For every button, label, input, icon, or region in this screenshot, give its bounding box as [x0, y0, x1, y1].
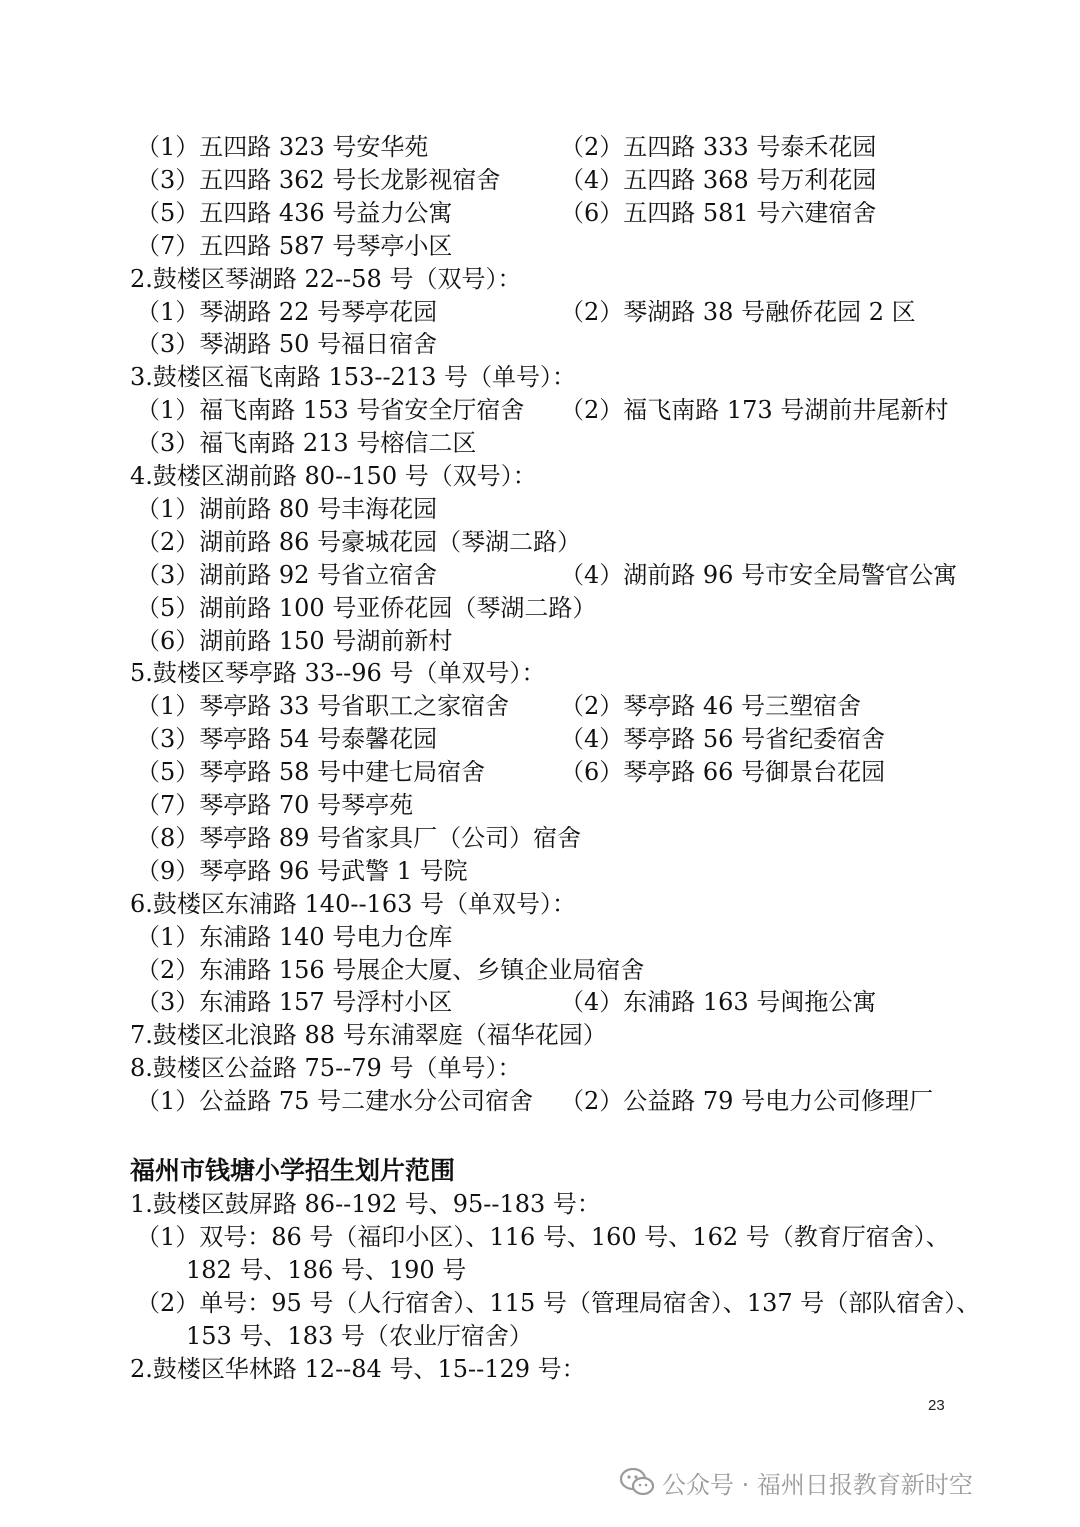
list-item: （2）东浦路 156 号展企大厦、乡镇企业局宿舍: [136, 955, 645, 984]
list-item: （2）单号：95 号（人行宿舍）、115 号（管理局宿舍）、137 号（部队宿舍）、: [136, 1288, 981, 1317]
list-heading: 8.鼓楼区公益路 75--79 号（单号）：: [130, 1054, 522, 1083]
list-item: （5）五四路 436 号益力公寓: [136, 198, 453, 227]
list-heading: 7.鼓楼区北浪路 88 号东浦翠庭（福华花园）: [130, 1021, 607, 1050]
list-heading: 4.鼓楼区湖前路 80--150 号（双号）：: [130, 462, 537, 490]
list-item: （3）琴湖路 50 号福日宿舍: [136, 330, 438, 359]
list-item: （1）公益路 75 号二建水分公司宿舍: [136, 1087, 534, 1116]
list-heading: 2.鼓楼区华林路 12--84 号、15--129 号：: [130, 1354, 586, 1383]
list-item: （7）琴亭路 70 号琴亭苑: [136, 791, 414, 819]
list-item: （1）福飞南路 153 号省安全厅宿舍: [136, 396, 525, 425]
list-item: （4）五四路 368 号万利花园: [560, 165, 877, 194]
list-item: （2）福飞南路 173 号湖前井尾新村: [560, 396, 949, 425]
list-heading: 3.鼓楼区福飞南路 153--213 号（单号）：: [130, 363, 576, 392]
list-item: （3）琴亭路 54 号泰馨花园: [136, 725, 438, 754]
list-item: （1）湖前路 80 号丰海花园: [136, 494, 438, 523]
list-item: （4）东浦路 163 号闽拖公寓: [560, 988, 877, 1017]
section-title: 福州市钱塘小学招生划片范围: [130, 1156, 456, 1185]
list-item: （2）琴湖路 38 号融侨花园 2 区: [560, 297, 916, 326]
list-item: （6）湖前路 150 号湖前新村: [136, 626, 453, 655]
list-item: （1）东浦路 140 号电力仓库: [136, 922, 453, 951]
list-item: （3）湖前路 92 号省立宿舍: [136, 560, 438, 589]
list-item: （4）湖前路 96 号市安全局警官公寓: [560, 560, 958, 589]
list-item: （3）福飞南路 213 号榕信二区: [136, 429, 477, 458]
list-item: （8）琴亭路 89 号省家具厂（公司）宿舍: [136, 823, 582, 852]
page-number: 23: [928, 1397, 945, 1414]
list-item: （3）东浦路 157 号浮村小区: [136, 988, 453, 1017]
list-item: （9）琴亭路 96 号武警 1 号院: [136, 856, 468, 885]
list-item: （2）公益路 79 号电力公司修理厂: [560, 1087, 934, 1116]
list-item: （1）五四路 323 号安华苑: [136, 133, 429, 161]
watermark: [620, 1462, 973, 1502]
list-item: （5）琴亭路 58 号中建七局宿舍: [136, 758, 486, 787]
list-item: （1）双号：86 号（福印小区）、116 号、160 号、162 号（教育厅宿舍）、: [136, 1222, 950, 1251]
list-heading: 1.鼓楼区鼓屏路 86--192 号、95--183 号：: [130, 1190, 601, 1218]
list-item: （2）五四路 333 号泰禾花园: [560, 133, 877, 161]
list-heading: 2.鼓楼区琴湖路 22--58 号（双号）：: [130, 264, 522, 293]
list-item: （6）五四路 581 号六建宿舍: [560, 198, 877, 227]
list-item: （3）五四路 362 号长龙影视宿舍: [136, 165, 501, 194]
list-continuation: 153 号、183 号（农业厅宿舍）: [186, 1321, 533, 1350]
wechat-icon: [620, 1468, 654, 1496]
list-item: （6）琴亭路 66 号御景台花园: [560, 758, 886, 787]
list-item: （1）琴湖路 22 号琴亭花园: [136, 297, 438, 326]
list-item: （2）湖前路 86 号豪城花园（琴湖二路）: [136, 527, 582, 556]
list-item: （7）五四路 587 号琴亭小区: [136, 231, 453, 260]
list-item: （5）湖前路 100 号亚侨花园（琴湖二路）: [136, 593, 597, 622]
list-item: （2）琴亭路 46 号三塑宿舍: [560, 692, 862, 721]
list-item: （4）琴亭路 56 号省纪委宿舍: [560, 725, 886, 754]
list-heading: 6.鼓楼区东浦路 140--163 号（单双号）：: [130, 889, 576, 918]
list-heading: 5.鼓楼区琴亭路 33--96 号（单双号）：: [130, 659, 546, 688]
watermark-text: 公众号 · 福州日报教育新时空: [662, 1470, 973, 1499]
list-continuation: 182 号、186 号、190 号: [186, 1255, 467, 1284]
list-item: （1）琴亭路 33 号省职工之家宿舍: [136, 692, 510, 721]
